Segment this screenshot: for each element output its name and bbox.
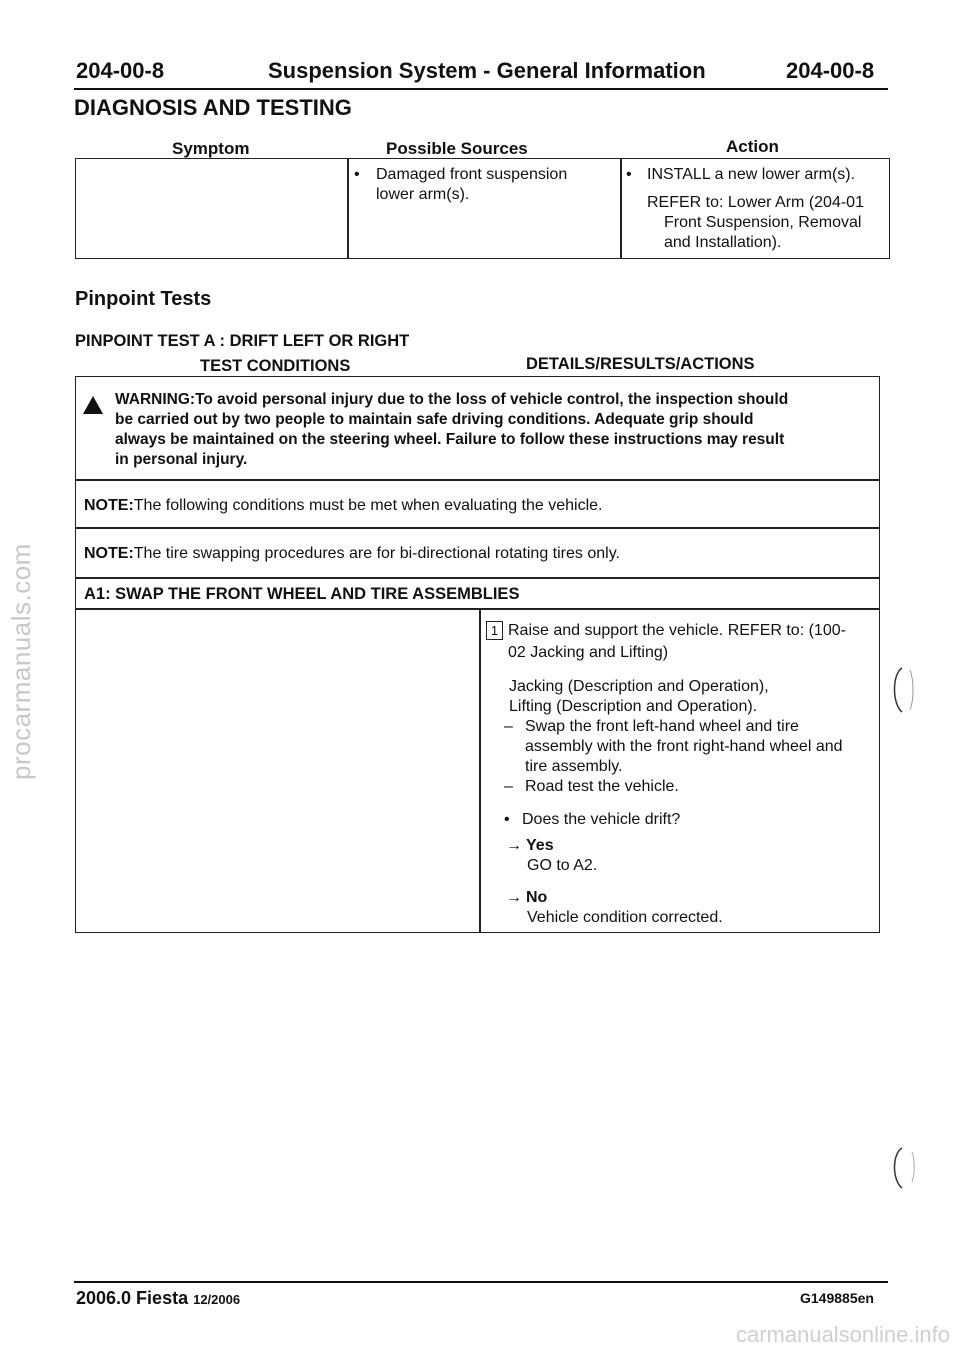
header-rule bbox=[74, 88, 888, 90]
action-bullet: • bbox=[626, 166, 632, 183]
col-sources: Possible Sources bbox=[386, 139, 528, 158]
source-line-1: Damaged front suspension bbox=[376, 166, 568, 183]
note-2-label: NOTE: bbox=[84, 545, 134, 562]
bottom-watermark: carmanualsonline.info bbox=[735, 1322, 950, 1347]
col-details: DETAILS/RESULTS/ACTIONS bbox=[526, 355, 755, 373]
action-ref-1: REFER to: Lower Arm (204-01 bbox=[647, 194, 864, 211]
binder-hole-mark bbox=[884, 1138, 924, 1198]
note-2-text: The tire swapping procedures are for bi-directional rotating tires only. bbox=[133, 545, 620, 562]
table-divider bbox=[620, 159, 622, 259]
dash-1-line-b: assembly with the front right-hand wheel and bbox=[525, 738, 843, 755]
step-line-1: Raise and support the vehicle. REFER to: (100- bbox=[508, 622, 846, 639]
pinpoint-heading: Pinpoint Tests bbox=[75, 288, 212, 310]
step-divider bbox=[479, 609, 481, 932]
binder-hole-mark bbox=[884, 660, 924, 720]
header-left-code: 204-00-8 bbox=[76, 58, 165, 83]
step-body bbox=[75, 608, 880, 933]
no-label: No bbox=[526, 889, 548, 906]
step-number-box: 1 bbox=[486, 621, 503, 640]
action-ref-3: and Installation). bbox=[664, 234, 782, 251]
action-line-1: INSTALL a new lower arm(s). bbox=[647, 166, 856, 183]
footer-date: 12/2006 bbox=[193, 1292, 241, 1307]
header-right-code: 204-00-8 bbox=[786, 58, 875, 83]
no-arrow-icon: → bbox=[506, 889, 522, 906]
note-box-2 bbox=[75, 528, 880, 578]
yes-action: GO to A2. bbox=[527, 857, 598, 874]
footer-code: G149885en bbox=[800, 1290, 874, 1306]
no-action: Vehicle condition corrected. bbox=[527, 909, 723, 926]
test-title: PINPOINT TEST A : DRIFT LEFT OR RIGHT bbox=[75, 332, 410, 350]
step-title: A1: SWAP THE FRONT WHEEL AND TIRE ASSEMBLIES bbox=[84, 585, 520, 603]
warning-box bbox=[75, 376, 880, 480]
step-ref-1: Jacking (Description and Operation), bbox=[509, 678, 769, 695]
warning-line-1: WARNING:To avoid personal injury due to the loss of vehicle control, the inspection should bbox=[115, 391, 789, 408]
note-1-label: NOTE: bbox=[84, 497, 134, 514]
step-title-box bbox=[75, 578, 880, 610]
col-test-conditions: TEST CONDITIONS bbox=[200, 357, 351, 375]
note-box-1 bbox=[75, 480, 880, 528]
table-divider bbox=[347, 159, 349, 259]
dash-2-line: Road test the vehicle. bbox=[525, 778, 679, 795]
symptom-table bbox=[75, 158, 890, 259]
source-bullet: • bbox=[354, 166, 360, 183]
header-title: Suspension System - General Information bbox=[268, 58, 706, 83]
footer-rule bbox=[74, 1281, 888, 1283]
warning-triangle-icon bbox=[82, 395, 104, 415]
dash-marker-1: – bbox=[504, 718, 513, 735]
source-line-2: lower arm(s). bbox=[376, 186, 470, 203]
section-title: DIAGNOSIS AND TESTING bbox=[74, 95, 352, 120]
side-watermark: procarmanuals.com bbox=[6, 543, 36, 780]
col-symptom: Symptom bbox=[172, 139, 250, 158]
warning-line-2: be carried out by two people to maintain safe driving conditions. Adequate grip should bbox=[115, 411, 754, 428]
action-ref-2: Front Suspension, Removal bbox=[664, 214, 862, 231]
step-ref-2: Lifting (Description and Operation). bbox=[509, 698, 758, 715]
yes-arrow-icon: → bbox=[506, 837, 522, 854]
yes-label: Yes bbox=[526, 837, 554, 854]
dash-1-line-a: Swap the front left-hand wheel and tire bbox=[525, 718, 799, 735]
footer-model: 2006.0 Fiesta bbox=[76, 1288, 189, 1308]
symptom-cell bbox=[76, 159, 346, 257]
question-text: Does the vehicle drift? bbox=[522, 811, 681, 828]
step-line-2: 02 Jacking and Lifting) bbox=[508, 644, 669, 661]
col-action: Action bbox=[726, 137, 779, 156]
warning-line-3: always be maintained on the steering wheel. Failure to follow these instructions may result bbox=[115, 431, 785, 448]
dash-marker-2: – bbox=[504, 778, 513, 795]
question-bullet: • bbox=[504, 811, 510, 828]
dash-1-line-c: tire assembly. bbox=[525, 758, 623, 775]
note-1-text: The following conditions must be met when evaluating the vehicle. bbox=[133, 497, 603, 514]
warning-line-4: in personal injury. bbox=[115, 451, 248, 468]
